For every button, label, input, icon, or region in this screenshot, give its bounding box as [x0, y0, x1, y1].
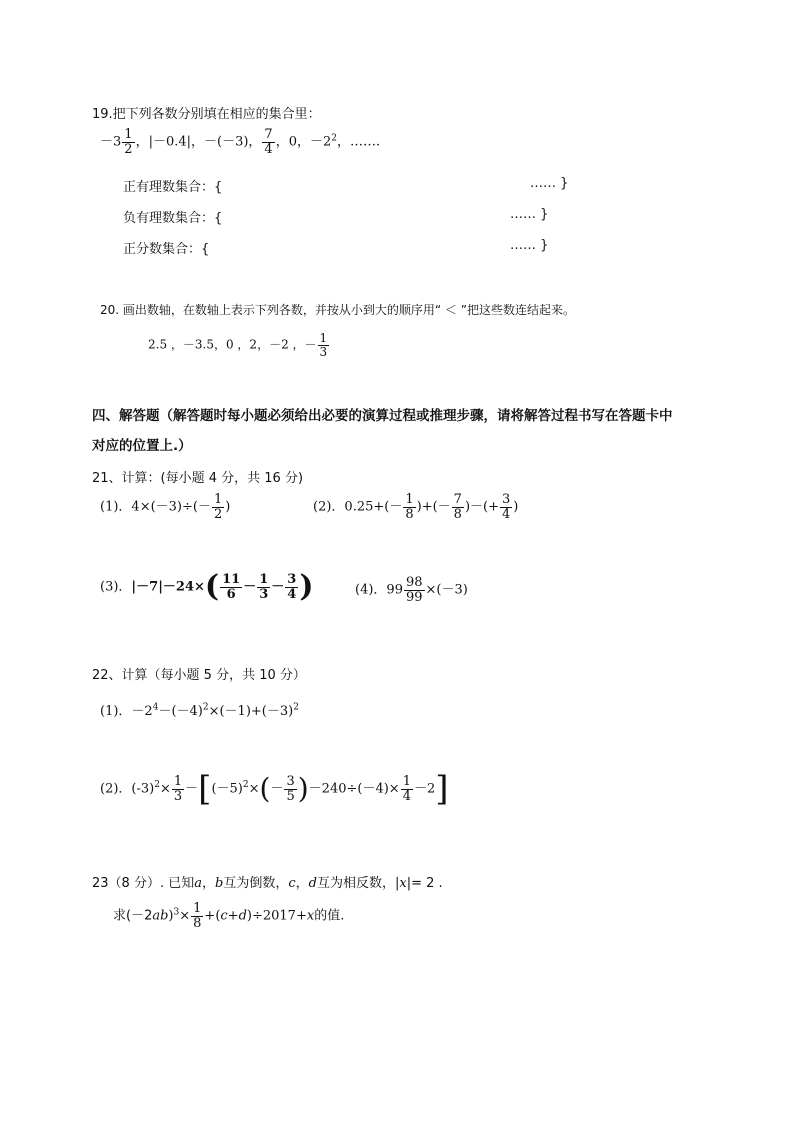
q23-req-ab: ab	[152, 908, 169, 924]
q22-title: 22、计算（每小题 5 分，共 10 分）	[92, 668, 306, 683]
q21-p2-d3: 4	[502, 506, 511, 522]
q19-numbers	[100, 128, 380, 156]
q22-p2-d3: 4	[402, 788, 411, 804]
q23-var-c: c	[288, 876, 296, 891]
q21-p3-frac1	[220, 573, 242, 601]
q23-sep2: ，	[295, 876, 309, 891]
q21-p4-label: (4)．	[355, 582, 387, 598]
q19-set-negative-end: …… }	[510, 207, 549, 222]
q22-p2-close-paren: )	[297, 772, 309, 805]
q22-p1-a: －2	[131, 704, 153, 719]
q20-number-list: 2.5 ，－3.5，0 ，2，－2 ，－	[148, 337, 317, 352]
section4-heading-line2: 对应的位置上.）	[92, 438, 192, 454]
q23-var-a: a	[194, 876, 202, 891]
q23-title-d: |= 2 .	[406, 876, 443, 891]
q23-req-g: 的值.	[314, 908, 345, 924]
q22-p2-open-paren: (	[259, 772, 271, 805]
q21-p1-den: 2	[213, 506, 223, 522]
q21-p4-den: 99	[405, 589, 423, 605]
q21-p3-label: (3)．	[100, 579, 132, 595]
q21-p2-d2: 8	[453, 506, 462, 522]
q21-p3-d1: 6	[226, 586, 236, 602]
q21-p3-close-paren: )	[299, 569, 314, 604]
q23-req-num: 1	[193, 901, 202, 916]
q19-set-fraction-end: …… }	[510, 238, 549, 253]
q23-requirement	[113, 902, 344, 930]
q21-p3-n1: 11	[222, 571, 241, 587]
q19-n3-den: 4	[264, 141, 273, 157]
q21-part1	[100, 493, 230, 521]
q23-var-d: d	[308, 876, 317, 891]
section4-heading-line1: 四、解答题（解答题时每小题必须给出必要的演算过程或推理步骤，请将解答过程书写在答题卡中	[92, 408, 673, 424]
q21-part4	[355, 576, 468, 604]
q22-p2-n3: 1	[402, 773, 411, 789]
q23-req-exp: 3	[173, 907, 180, 918]
q22-p2-e: ×	[248, 781, 260, 797]
q23-req-c2: c	[220, 908, 228, 924]
q23-var-x: x	[399, 876, 407, 891]
q22-part2	[100, 769, 449, 809]
q23-req-x: x	[306, 908, 315, 924]
q21-p1-label: (1)．	[100, 499, 132, 515]
q21-p3-a: |－7|－24×	[131, 579, 205, 595]
q19-n2: ，|－0.4|，－(－3)，	[135, 134, 262, 150]
q23-req-a: 求(－2	[113, 908, 153, 924]
q22-p2-d: (－5)	[211, 781, 243, 797]
q21-p3-n3: 3	[287, 571, 297, 587]
q19-set-positive-label: 正有理数集合：{	[123, 180, 223, 195]
q19-set-fraction-label: 正分数集合：{	[123, 242, 210, 257]
q21-p3-open-paren: (	[204, 569, 220, 604]
q22-p1-b: －(－4)	[158, 704, 203, 719]
q23-req-c: ×	[179, 908, 191, 924]
q22-p2-close-bracket: ]	[435, 769, 449, 809]
q21-p1-frac	[212, 493, 224, 521]
q23-req-e: +	[227, 908, 239, 924]
q21-p2-a: 0.25+(－	[344, 499, 403, 515]
q19-set-negative-label: 负有理数集合：{	[123, 211, 223, 226]
q23-req-frac	[191, 902, 203, 930]
q22-p2-a: (-3)	[131, 781, 155, 797]
q19-n1-sign: －3	[100, 134, 122, 150]
q21-p1-num: 1	[213, 492, 223, 507]
q19-title: 19.把下列各数分别填在相应的集合里：	[92, 107, 321, 122]
q21-p2-n2: 7	[453, 492, 462, 507]
q22-p1-exp3: 2	[293, 702, 299, 713]
q23-req-b: )	[168, 908, 174, 924]
q20-numbers	[148, 332, 330, 358]
q19-n4: ，0，－2	[275, 134, 332, 150]
q21-p2-n1: 1	[405, 492, 414, 507]
q21-p1-expr: 4×(－3)÷(－	[131, 499, 211, 515]
q23-title-b: 互为倒数，	[223, 876, 289, 891]
q23-title-a: 23（8 分）. 已知	[92, 876, 195, 891]
q22-p1-exp2: 2	[202, 702, 209, 713]
q23-var-b: b	[215, 876, 224, 891]
q21-p3-d2: 3	[259, 586, 269, 602]
q22-p2-label: (2)．	[100, 781, 132, 797]
q21-p4-tail: ×(－3)	[425, 582, 468, 598]
q21-p1-close: )	[225, 499, 231, 515]
q21-p3-n2: 1	[259, 571, 269, 587]
q21-p4-num: 98	[405, 575, 423, 590]
q20-title: 20. 画出数轴，在数轴上表示下列各数，并按从小到大的顺序用“ ＜ ”把这些数连结起来。	[100, 303, 575, 317]
q19-n3-num: 7	[264, 127, 273, 142]
q21-part2	[313, 493, 518, 521]
q21-p2-frac1	[403, 493, 415, 521]
q21-p4-frac	[404, 576, 425, 604]
q21-p2-label: (2)．	[313, 499, 345, 515]
q20-frac-num: 1	[319, 331, 328, 345]
q22-p2-g: －240÷(－4)×	[308, 781, 400, 797]
q19-set-positive-end: …… }	[530, 176, 569, 191]
q22-p2-exp1: 2	[154, 780, 160, 791]
q19-n4-exp: 2	[331, 133, 337, 144]
q23-title	[92, 872, 443, 891]
q22-p2-exp2: 2	[242, 780, 249, 791]
q22-p2-open-bracket: [	[198, 769, 212, 809]
q22-p2-c: －	[185, 781, 199, 797]
q22-p1-label: (1)．	[100, 704, 132, 719]
q22-p2-n2: 3	[286, 773, 295, 789]
q21-p2-n3: 3	[502, 492, 511, 507]
q21-p2-d1: 8	[405, 506, 414, 522]
q22-p2-frac2	[284, 775, 296, 803]
q19-n4-tail: ，…….	[336, 134, 381, 150]
q22-p2-d1: 3	[173, 788, 183, 804]
q19-n1-frac	[122, 128, 134, 156]
q21-title: 21、计算：(每小题 4 分，共 16 分)	[92, 471, 304, 486]
q21-p2-frac2	[452, 493, 464, 521]
q22-p1-c: ×(－1)+(－3)	[208, 704, 294, 719]
q19-n3-frac	[262, 128, 274, 156]
q19-n1-num: 1	[124, 127, 133, 142]
q23-req-den: 8	[193, 915, 202, 931]
q23-req-d2: d	[238, 908, 247, 924]
q21-p3-frac2	[257, 573, 270, 601]
q22-part1	[100, 700, 299, 719]
q19-n1-den: 2	[124, 141, 133, 157]
q22-p2-d2: 5	[286, 788, 295, 804]
q21-p4-whole: 99	[386, 582, 403, 598]
q23-sep1: ，	[201, 876, 215, 891]
q21-p3-frac3	[285, 573, 298, 601]
q21-p3-minus1: －	[243, 579, 257, 595]
q23-req-f: )÷2017+	[246, 908, 307, 924]
q23-req-d: +(	[204, 908, 221, 924]
q21-p2-c: )－(+	[464, 499, 499, 515]
q21-part3	[100, 569, 314, 604]
q21-p2-b: )+(－	[416, 499, 451, 515]
q21-p2-d: )	[513, 499, 519, 515]
q22-p2-b: ×	[159, 781, 171, 797]
q22-p2-frac1	[172, 775, 184, 803]
q22-p2-frac3	[401, 775, 413, 803]
q21-p3-d3: 4	[287, 586, 297, 602]
q23-title-c: 互为相反数，|	[316, 876, 400, 891]
q20-frac-den: 3	[319, 344, 328, 359]
q22-p1-exp1: 4	[152, 702, 159, 713]
q20-frac	[318, 332, 330, 358]
q22-p2-f: －	[270, 781, 284, 797]
q22-p2-h: －2	[413, 781, 436, 797]
q22-p2-n1: 1	[173, 773, 183, 789]
q21-p2-frac3	[500, 493, 512, 521]
q21-p3-minus2: －	[271, 579, 285, 595]
